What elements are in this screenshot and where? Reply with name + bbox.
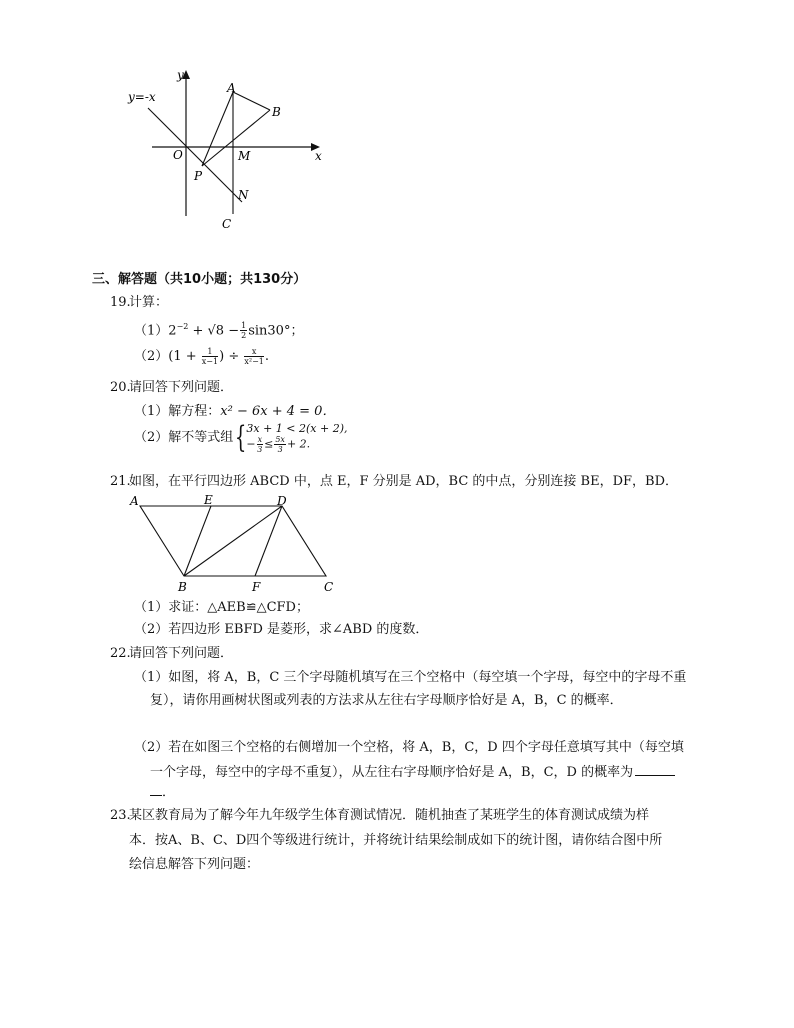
- q20-part2-label: （2）解不等式组: [134, 430, 234, 445]
- q19-part1-base: 2: [168, 323, 177, 339]
- parallelogram-figure: [126, 492, 346, 596]
- q20-part1-label: （1）解方程：: [134, 404, 221, 419]
- q19-part1-frac-num: 1: [241, 321, 247, 331]
- q20-text: 请回答下列问题．: [129, 380, 234, 395]
- q19-part1: [134, 319, 303, 340]
- q19-part2: [134, 347, 269, 366]
- q23-line1: 某区教育局为了解今年九年级学生体育测试情况．随机抽查了某班学生的体育测试成绩为样: [129, 808, 650, 823]
- q20-part1: [134, 404, 335, 420]
- q20-part2-row2-frac2-num: 5x: [275, 435, 285, 444]
- segment-bd: [184, 506, 282, 576]
- label-b: B: [272, 105, 281, 119]
- q19-part2-frac2-den: x²−1: [244, 357, 264, 366]
- q22-part2-line1: （2）若在如图三个空格的右侧增加一个空格，将 A，B，C，D 四个字母任意填写其中（每空填: [134, 740, 684, 755]
- label-y-eq-neg-x: y=-x: [128, 90, 156, 104]
- q19-number: 19.: [110, 295, 131, 310]
- q20-part2-row2-end: + 2.: [286, 437, 311, 451]
- q20-part2-row2-frac1: [257, 435, 264, 454]
- q22-part2-line2-text: 一个字母，每空中的字母不重复），从左往右字母顺序恰好是 A，B，C，D 的概率为: [150, 765, 634, 780]
- q19-part2-frac1-num: 1: [202, 347, 218, 357]
- q22-answer-blank-cont[interactable]: [150, 783, 162, 796]
- q19-part2-div: ) ÷: [219, 349, 240, 364]
- label-o: O: [173, 148, 183, 162]
- q19-part1-fraction: [240, 321, 247, 340]
- q19-part2-fraction1: [202, 347, 218, 366]
- q19-part2-label: （2）: [134, 349, 169, 364]
- label-a: A: [227, 81, 236, 95]
- line-y-neg-x: [148, 108, 242, 202]
- q19-part2-open: (1 +: [168, 349, 197, 364]
- q22-part1-line2: 复），请你用画树状图或列表的方法求从左往右字母顺序恰好是 A，B，C 的概率．: [150, 693, 623, 708]
- q20-part2-row2-le: ≤: [264, 437, 274, 451]
- label-p: P: [194, 169, 203, 183]
- label-x-axis: x: [315, 149, 322, 163]
- q21-text: 如图，在平行四边形 ABCD 中，点 E，F 分别是 AD，BC 的中点，分别连接 BE，DF，BD．: [129, 474, 679, 489]
- segment-df: [255, 506, 282, 576]
- q20-part2-row2-frac2-den: 3: [277, 445, 283, 454]
- q21-part2: （2）若四边形 EBFD 是菱形，求∠ABD 的度数．: [134, 622, 429, 637]
- q20-part1-equation: x² − 6x + 4 = 0．: [220, 404, 336, 419]
- q20-part2-brace: {: [235, 420, 247, 455]
- label-c: C: [222, 217, 232, 231]
- q21-number: 21.: [110, 474, 131, 489]
- q23-number: 23.: [110, 808, 131, 823]
- segment-be: [184, 506, 211, 576]
- segment-ap: [202, 92, 233, 166]
- q23-line3: 绘信息解答下列问题：: [129, 857, 260, 872]
- q20-part2-row2-minus: −: [246, 437, 256, 451]
- q20-part2-row2-frac1-den: 3: [257, 445, 263, 454]
- q19-part1-sqrt: + √8 −: [192, 323, 240, 339]
- label-a: A: [130, 494, 139, 508]
- q20-part2-row2-frac1-num: x: [257, 435, 263, 444]
- segment-ab: [233, 92, 270, 110]
- q22-part2-line3: [150, 783, 175, 801]
- q19-text: 计算：: [129, 295, 169, 310]
- label-d: D: [277, 494, 287, 508]
- q19-part2-frac2-num: x: [244, 347, 264, 357]
- q22-text: 请回答下列问题．: [129, 646, 234, 661]
- q22-part1-line1: （1）如图，将 A，B，C 三个字母随机填写在三个空格中（每空填一个字母，每空中的字母不重: [134, 670, 687, 685]
- label-b: B: [178, 580, 187, 594]
- q19-part2-frac1-den: x−1: [201, 357, 219, 366]
- q22-answer-blank[interactable]: [635, 763, 675, 776]
- q22-part2-end: ．: [162, 785, 176, 800]
- q23-line2: 本．按A、B、C、D四个等级进行统计，并将统计结果绘制成如下的统计图，请你结合图中所: [129, 833, 663, 848]
- segment-bp: [202, 110, 270, 166]
- q19-part1-label: （1）: [134, 323, 169, 339]
- coordinate-figure: [120, 64, 340, 244]
- q20-part2-row2: [246, 435, 347, 454]
- q20-part2-row2-frac2: [274, 435, 286, 454]
- q22-number: 22.: [110, 646, 131, 661]
- label-m: M: [238, 149, 251, 163]
- q19-part1-exp: −2: [176, 322, 189, 331]
- label-n: N: [238, 188, 249, 202]
- q19-part1-frac-den: 2: [241, 331, 247, 341]
- q19-part2-end: .: [264, 349, 270, 364]
- label-e: E: [204, 493, 213, 507]
- q20-part2-row1: 3x + 1 < 2(x + 2),: [246, 422, 348, 435]
- q20-part2-system: [246, 422, 347, 454]
- q20-number: 20.: [110, 380, 131, 395]
- q21-part1: （1）求证：△AEB≌△CFD；: [134, 600, 309, 615]
- label-f: F: [252, 580, 261, 594]
- section-title: 三、解答题（共10小题；共130分）: [92, 272, 307, 287]
- label-y-axis: y: [177, 68, 184, 82]
- q19-part2-fraction2: [244, 347, 264, 366]
- label-c: C: [324, 580, 334, 594]
- q22-part2-line2: [150, 763, 675, 781]
- q20-part2: [134, 422, 348, 454]
- q19-part1-sin: sin30°；: [248, 323, 304, 339]
